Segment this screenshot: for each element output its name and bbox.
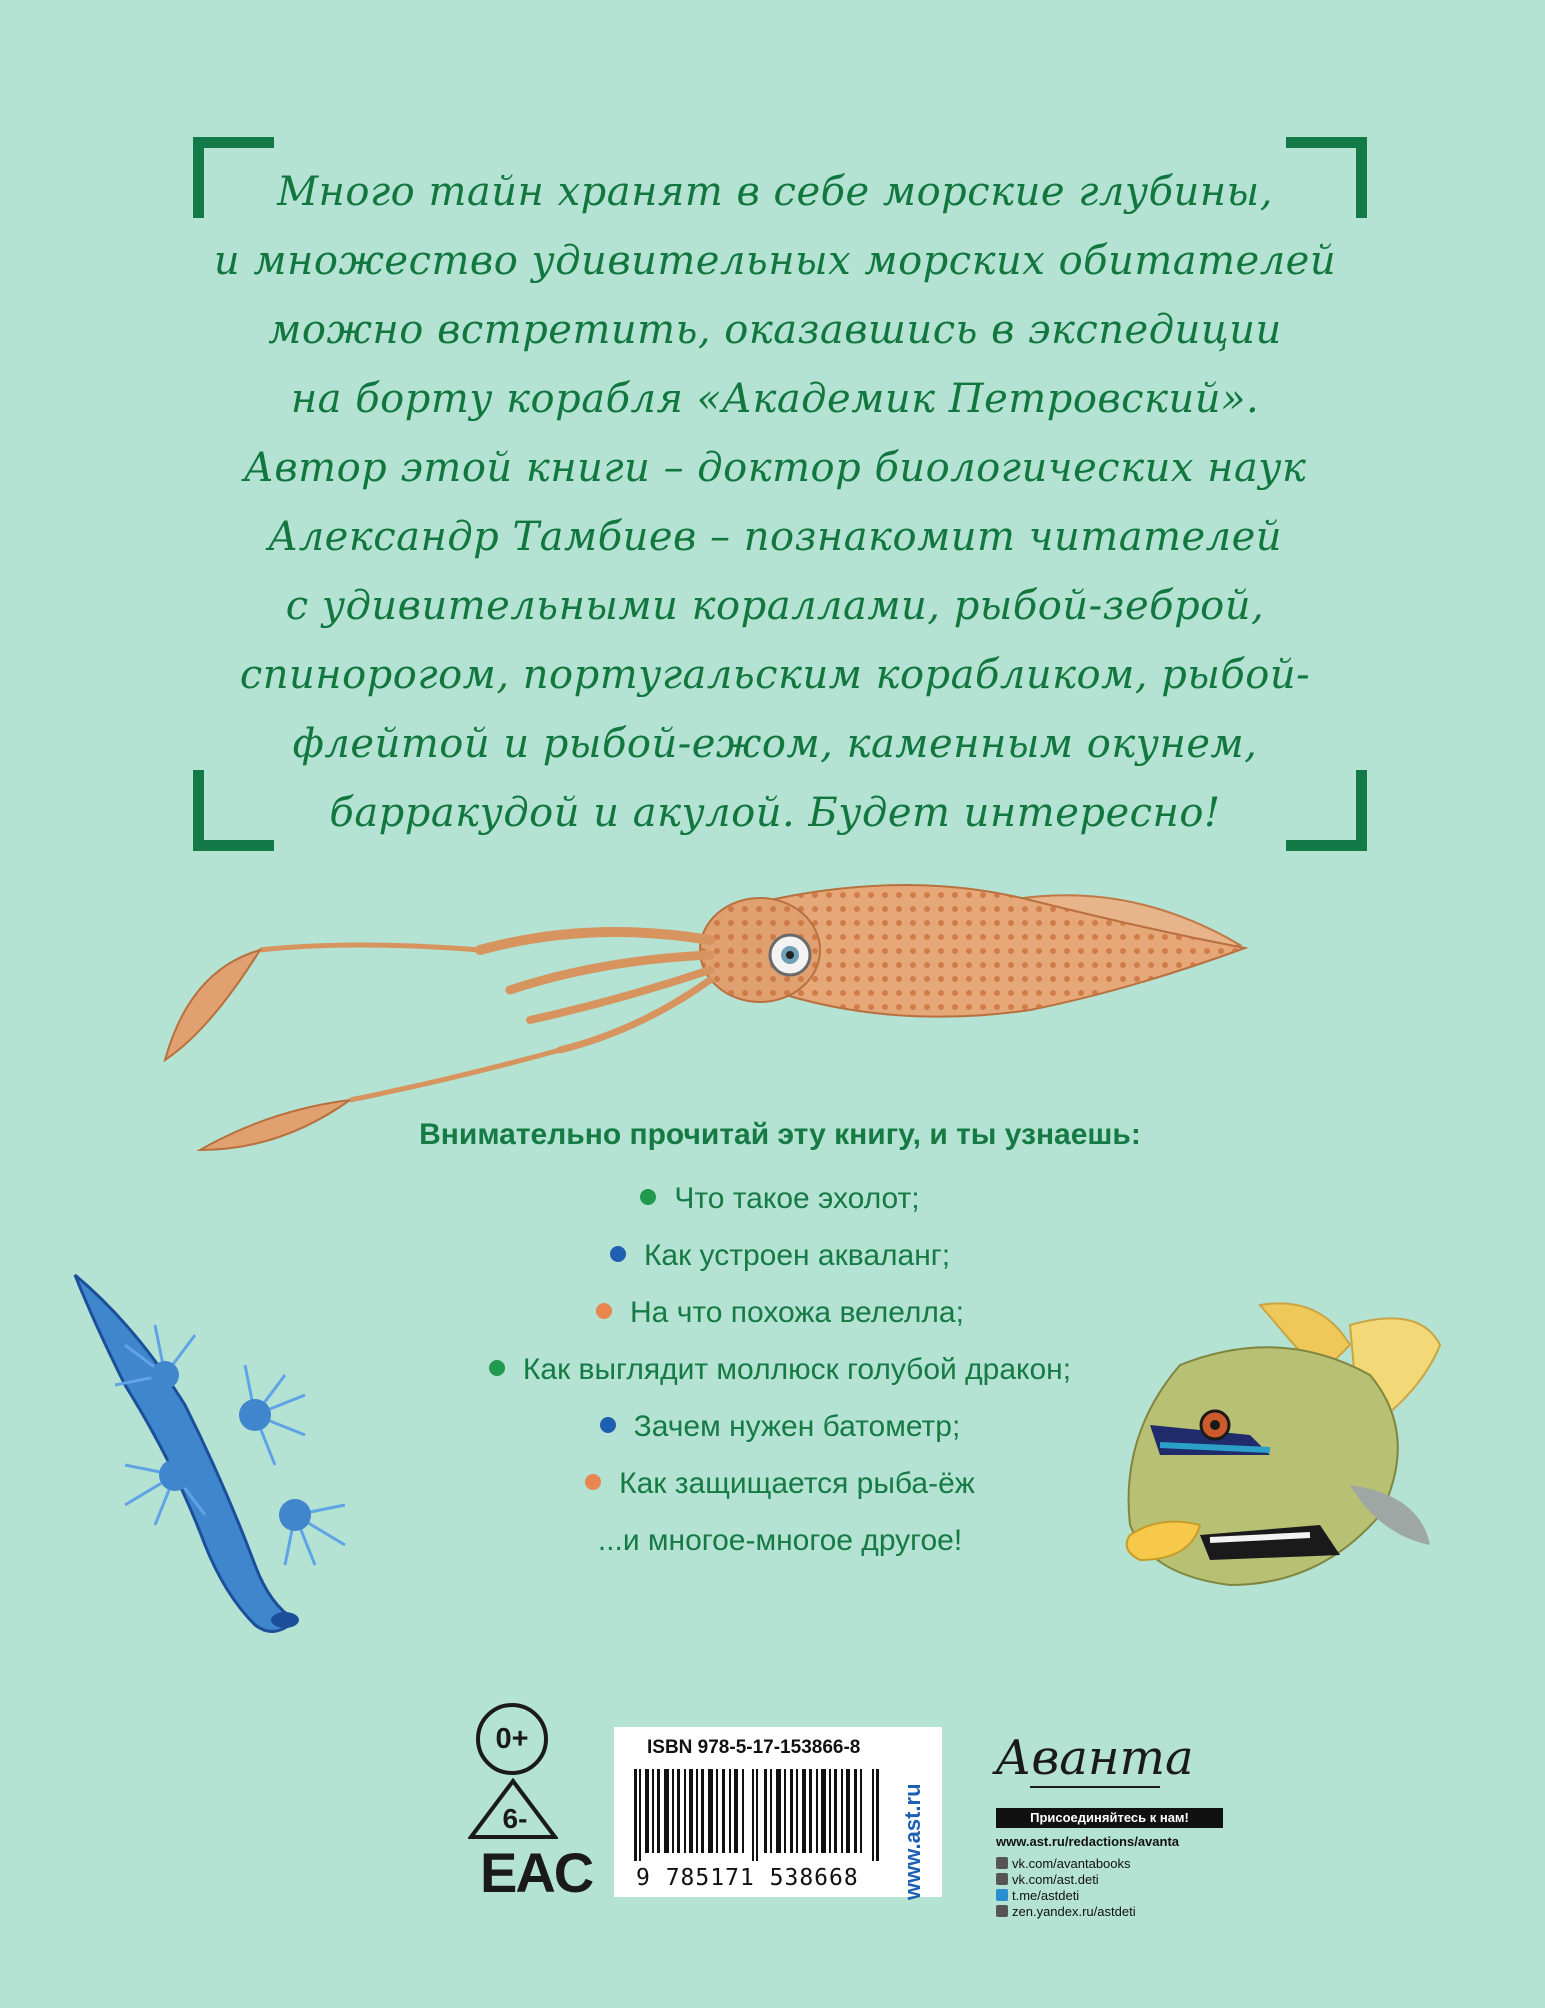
fact-text: Зачем нужен батометр;: [633, 1410, 961, 1443]
annotation-line: с удивительными кораллами, рыбой-зеброй,: [285, 583, 1265, 629]
eac-mark: EAC: [480, 1841, 593, 1904]
vk-icon: [996, 1873, 1008, 1885]
bullet-dot: [489, 1360, 505, 1376]
bullet-dot: [640, 1189, 656, 1205]
annotation-line: Александр Тамбиев – познакомит читателей: [267, 514, 1283, 560]
list-item: [330, 1353, 1230, 1387]
annotation-line: барракудой и акулой. Будет интересно!: [329, 790, 1221, 836]
fact-text: Как защищается рыба-ёж: [619, 1467, 975, 1500]
list-item: [330, 1296, 1230, 1330]
publisher-site-vertical[interactable]: www.ast.ru: [900, 1783, 925, 1900]
zen-icon: [996, 1905, 1008, 1917]
bullet-dot: [596, 1303, 612, 1319]
telegram-icon: [996, 1889, 1008, 1901]
join-us-banner: Присоединяйтесь к нам!: [996, 1808, 1223, 1828]
isbn-label: ISBN 978-5-17-153866-8: [647, 1737, 861, 1758]
annotation-line: спинорогом, португальским корабликом, рыбой-: [239, 652, 1311, 698]
list-item: [330, 1410, 1230, 1444]
facts-outro: ...и многое-многое другое!: [597, 1524, 963, 1557]
avanta-logo: Аванта: [995, 1730, 1194, 1786]
annotation-line: на борту корабля «Академик Петровский».: [290, 376, 1260, 422]
annotation-line: Автор этой книги – доктор биологических наук: [243, 445, 1307, 491]
social-link-text: vk.com/ast.deti: [1012, 1872, 1099, 1887]
vk-icon: [996, 1857, 1008, 1869]
social-link-text: zen.yandex.ru/astdeti: [1012, 1904, 1136, 1919]
list-item: [330, 1182, 1230, 1216]
social-link[interactable]: [996, 1872, 1099, 1887]
logo-underline: [1030, 1786, 1160, 1788]
bullet-dot: [585, 1474, 601, 1490]
annotation-line: флейтой и рыбой-ежом, каменным окунем,: [292, 721, 1258, 767]
annotation-line: и множество удивительных морских обитателей: [213, 238, 1337, 284]
social-link[interactable]: [996, 1888, 1079, 1903]
fact-text: Что такое эхолот;: [674, 1182, 920, 1215]
annotation-text: [200, 158, 1350, 848]
list-item: [330, 1467, 1230, 1501]
publisher-url[interactable]: www.ast.ru/redactions/avanta: [996, 1834, 1180, 1849]
social-link[interactable]: [996, 1856, 1131, 1871]
blue-dragon-illustration: [55, 1265, 375, 1655]
barcode-card: [614, 1727, 942, 1897]
barcode-digits: 9 785171 538668: [636, 1865, 859, 1891]
social-link-text: vk.com/avantabooks: [1012, 1856, 1131, 1871]
age-rating-circle: [476, 1703, 548, 1775]
fact-text: На что похожа велелла;: [630, 1296, 964, 1329]
annotation-line: Много тайн хранят в себе морские глубины,: [277, 169, 1273, 215]
social-link-text: t.me/astdeti: [1012, 1888, 1080, 1903]
fact-text: Как выглядит моллюск голубой дракон;: [522, 1353, 1072, 1386]
bullet-dot: [600, 1417, 616, 1433]
bullet-dot: [610, 1246, 626, 1262]
list-item: [330, 1239, 1230, 1273]
social-link[interactable]: [996, 1904, 1136, 1919]
age-rating-label: 6-: [502, 1803, 528, 1834]
triggerfish-illustration: [1120, 1285, 1450, 1615]
fact-text: Как устроен акваланг;: [643, 1239, 951, 1272]
age-rating-triangle: [468, 1778, 558, 1840]
annotation-line: можно встретить, оказавшись в экспедиции: [268, 307, 1282, 353]
squid-illustration: [150, 860, 1300, 1160]
facts-intro: Внимательно прочитай эту книгу, и ты узнаешь:: [419, 1118, 1141, 1151]
age-rating-label: 0+: [495, 1722, 529, 1755]
barcode-bars: [634, 1769, 884, 1861]
